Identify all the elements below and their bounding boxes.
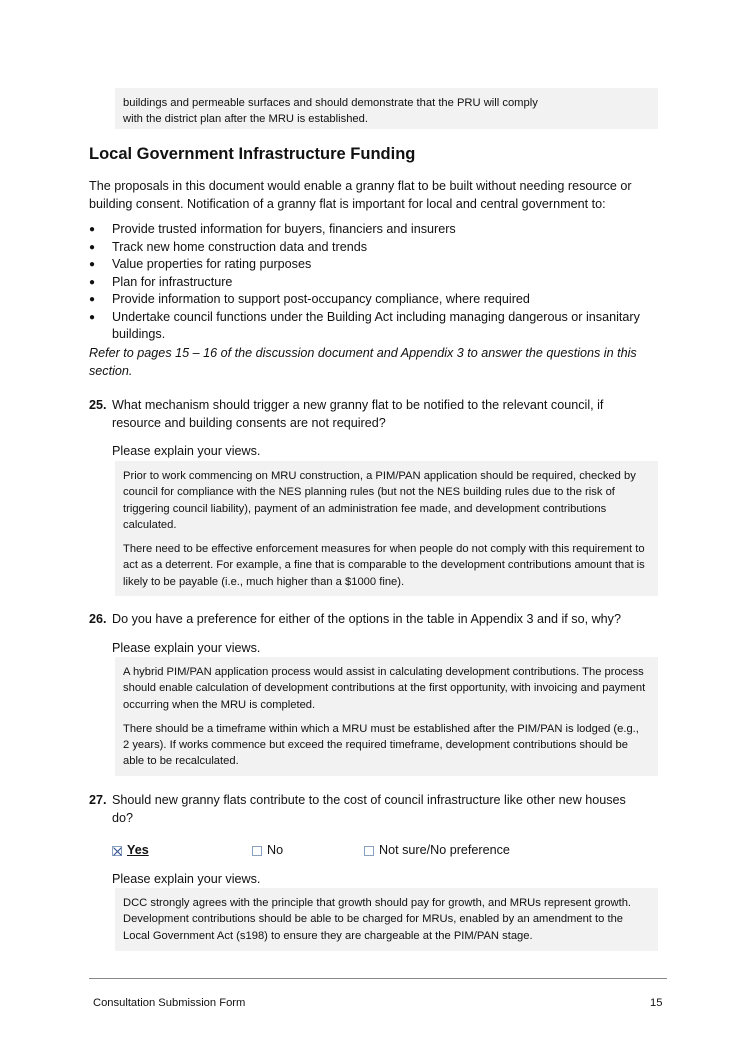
list-item: ● Track new home construction data and trends (89, 239, 659, 257)
question-number: 26. (89, 612, 107, 626)
bullet-icon: ● (89, 294, 96, 305)
question-25 (89, 397, 649, 432)
answer-line: buildings and permeable surfaces and should demonstrate that the PRU will comply (123, 97, 538, 109)
list-item: ● Undertake council functions under the Building Act including managing dangerous or insanitary buildings. (89, 309, 640, 341)
answer-box-26[interactable] (115, 657, 658, 776)
list-item: ● Provide trusted information for buyers, financiers and insurers (89, 221, 659, 239)
question-number: 25. (89, 398, 107, 412)
answer-options (112, 842, 632, 862)
option-label: Not sure/No preference (379, 843, 510, 857)
question-text: What mechanism should trigger a new granny flat to be notified to the relevant council, if resource and building consents are not required? (112, 398, 604, 430)
option-no[interactable] (252, 842, 283, 860)
question-26 (89, 611, 649, 629)
answer-paragraph: There need to be effective enforcement measures for when people do not comply with this requirement to act as a deterrent. For example, a fine that is comparable to the development contributions amount that is likely to be payable (i.e., much higher than a $1000 fine). (123, 543, 645, 588)
list-item: ● Plan for infrastructure (89, 274, 659, 292)
list-item: ● Provide information to support post-occupancy compliance, where required (89, 291, 659, 309)
option-label: Yes (127, 843, 149, 857)
question-number: 27. (89, 793, 107, 807)
checkbox-icon[interactable] (364, 846, 374, 856)
continued-answer-box (115, 88, 658, 129)
bullet-icon: ● (89, 259, 96, 270)
page-number: 15 (650, 997, 663, 1009)
list-item: ● Value properties for rating purposes (89, 256, 659, 274)
bullet-list (89, 221, 659, 344)
answer-paragraph: DCC strongly agrees with the principle that growth should pay for growth, and MRUs represent growth. Development contributions should be able to be charged for MRUs, enabled by an amendment to the Local Government Act (s198) to ensure they are chargeable at the PIM/PAN stage. (123, 897, 632, 942)
option-yes[interactable] (112, 842, 149, 860)
option-not-sure[interactable] (364, 842, 510, 860)
section-intro: The proposals in this document would enable a granny flat to be built without needing resource or building consent. Notification of a granny flat is important for local and central government to: (89, 179, 632, 211)
checkbox-checked-icon[interactable] (112, 846, 122, 856)
option-label: No (267, 843, 284, 857)
answer-paragraph: A hybrid PIM/PAN application process would assist in calculating development contributions. The process should enable calculation of development contributions at the first opportunity, with invoicing and payment occurring when the MRU is completed. (123, 666, 646, 711)
bullet-icon: ● (89, 224, 96, 235)
question-text: Do you have a preference for either of the options in the table in Appendix 3 and if so, why? (112, 612, 621, 626)
checkbox-icon[interactable] (252, 846, 262, 856)
answer-paragraph: There should be a timeframe within which a MRU must be established after the PIM/PAN is lodged (e.g., 2 years). If works commence but exceed the required timeframe, development contributions should be able to be recalculated. (123, 722, 639, 768)
footer-title: Consultation Submission Form (93, 997, 246, 1009)
bullet-icon: ● (89, 276, 96, 288)
question-text: Should new granny flats contribute to the cost of council infrastructure like other new houses do? (112, 793, 626, 825)
bullet-icon: ● (89, 241, 96, 253)
explain-prompt: Please explain your views. (112, 872, 261, 886)
explain-prompt: Please explain your views. (112, 444, 261, 458)
footer-divider (89, 978, 667, 979)
bullet-icon: ● (89, 311, 96, 323)
answer-box-25[interactable] (115, 461, 658, 596)
refer-note: Refer to pages 15 – 16 of the discussion document and Appendix 3 to answer the questions in this section. (89, 346, 637, 378)
answer-line: with the district plan after the MRU is established. (123, 113, 368, 126)
explain-prompt: Please explain your views. (112, 641, 261, 655)
answer-box-27[interactable] (115, 888, 658, 951)
question-27 (89, 792, 649, 827)
answer-paragraph: Prior to work commencing on MRU construction, a PIM/PAN application should be required, checked by council for compliance with the NES planning rules (but not the NES building rules due to the risk of triggering council liability), payment of an administration fee made, and development contributions calculated. (123, 470, 636, 531)
section-heading: Local Government Infrastructure Funding (89, 145, 416, 163)
